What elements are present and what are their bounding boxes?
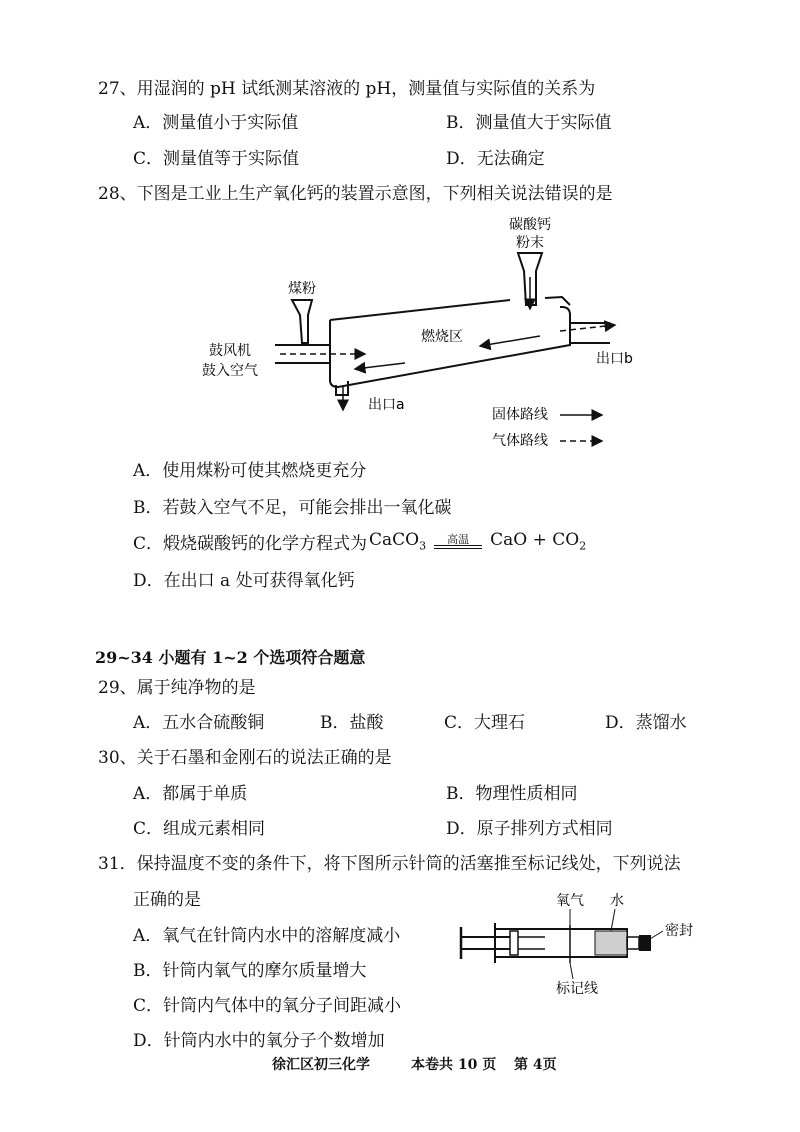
q29-option-b: B．盐酸	[320, 713, 384, 733]
q31-option-a: A．氧气在针筒内水中的溶解度减小	[133, 926, 401, 946]
section-note: 29~34 小题有 1~2 个选项符合题意	[95, 648, 366, 667]
label-outlet-a: 出口a	[368, 397, 405, 413]
q30-option-c: C．组成元素相同	[133, 819, 266, 839]
label-blower-1: 鼓风机	[209, 343, 251, 359]
q27-option-d: D．无法确定	[446, 149, 545, 169]
q29-option-d: D．蒸馏水	[605, 713, 687, 733]
q30-option-a: A．都属于单质	[133, 784, 248, 804]
q28-stem: 28、下图是工业上生产氧化钙的装置示意图，下列相关说法错误的是	[98, 184, 613, 204]
q28-option-c	[133, 529, 586, 554]
equation-condition: 高温	[434, 534, 482, 549]
footer-page-number: 第 4页	[514, 1057, 557, 1073]
q29-option-c: C．大理石	[444, 713, 526, 733]
kiln-body	[330, 307, 570, 387]
label-water: 水	[610, 893, 624, 909]
q29-stem: 29、属于纯净物的是	[98, 678, 256, 698]
label-blower-2: 鼓入空气	[202, 363, 258, 379]
q30-option-d: D．原子排列方式相同	[446, 819, 613, 839]
q28-option-d: D．在出口 a 处可获得氧化钙	[133, 571, 355, 591]
legend-gas-label: 气体路线	[492, 433, 548, 449]
q27-option-a: A．测量值小于实际值	[133, 113, 299, 133]
syringe-diagram	[455, 885, 725, 1000]
q28-option-c-prefix: C．煅烧碳酸钙的化学方程式为	[133, 534, 368, 554]
q31-option-b: B．针筒内氧气的摩尔质量增大	[133, 961, 367, 981]
footer-total-pages: 本卷共 10 页	[411, 1057, 497, 1073]
label-outlet-b: 出口b	[596, 351, 633, 367]
label-caco3-1: 碳酸钙	[509, 217, 551, 233]
kiln-diagram	[180, 205, 640, 455]
label-seal: 密封	[665, 923, 693, 939]
label-coal: 煤粉	[288, 281, 316, 297]
label-oxygen: 氧气	[556, 893, 584, 909]
legend-solid-label: 固体路线	[492, 407, 548, 423]
coal-funnel	[292, 300, 312, 343]
q28-option-b: B．若鼓入空气不足，可能会排出一氧化碳	[133, 498, 452, 518]
q31-option-c: C．针筒内气体中的氧分子间距减小	[133, 996, 402, 1016]
equation-reactant: CaCO$_3$	[369, 530, 427, 553]
solid-flow-arrow	[480, 336, 540, 346]
label-zone: 燃烧区	[421, 329, 463, 345]
outlet-a-pipe	[336, 381, 348, 395]
label-mark: 标记线	[556, 981, 598, 997]
label-caco3-2: 粉末	[516, 235, 544, 251]
seal-cap	[639, 935, 651, 951]
q31-stem-line2: 正确的是	[133, 890, 201, 910]
q30-stem: 30、关于石墨和金刚石的说法正确的是	[98, 748, 392, 768]
q27-stem: 27、用湿润的 pH 试纸测某溶液的 pH，测量值与实际值的关系为	[98, 79, 596, 99]
footer-school: 徐汇区初三化学	[272, 1057, 370, 1073]
q31-stem-line1: 31．保持温度不变的条件下，将下图所示针筒的活塞推至标记线处，下列说法	[98, 854, 681, 874]
q28-option-a: A．使用煤粉可使其燃烧更充分	[133, 461, 367, 481]
q30-option-b: B．物理性质相同	[446, 784, 578, 804]
water-region	[595, 931, 627, 955]
equation-product: CaO + $CO_2$	[490, 530, 587, 553]
q27-option-c: C．测量值等于实际值	[133, 149, 300, 169]
q27-option-b: B．测量值大于实际值	[446, 113, 612, 133]
q29-option-a: A．五水合硫酸铜	[133, 713, 265, 733]
q31-option-d: D．针筒内水中的氧分子个数增加	[133, 1031, 385, 1051]
